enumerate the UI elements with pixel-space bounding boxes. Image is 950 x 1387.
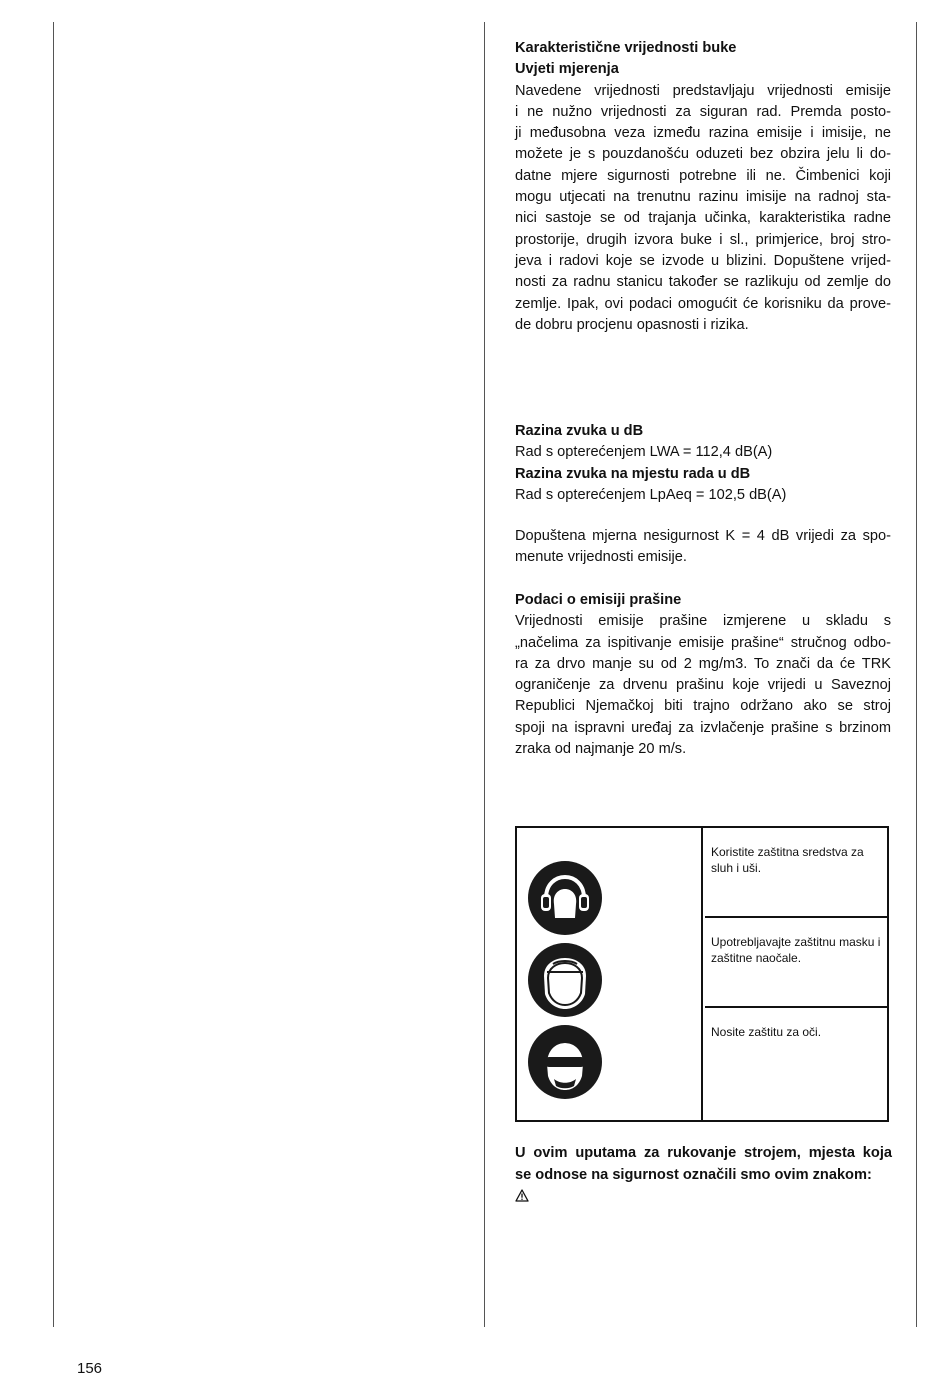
- ppe-row-mask-goggles: [705, 918, 889, 1008]
- noise-line: možete je s pouzdanošću oduzeti bez obzira jelu li do-: [515, 146, 891, 163]
- workplace-sound-value: Rad s opterećenjem LpAeq = 102,5 dB(A): [515, 486, 787, 503]
- noise-heading: Karakteristične vrijednosti buke: [515, 40, 737, 56]
- dust-emission-section: [515, 590, 891, 760]
- noise-line: i ne nužno vrijednosti za siguran rad. Premda posto-: [515, 103, 891, 120]
- ppe-text-eye: Nosite zaštitu za oči.: [711, 1025, 822, 1039]
- ppe-row-eye: [705, 1008, 889, 1098]
- sound-power-heading: Razina zvuka u dB: [515, 423, 644, 439]
- dust-line: spoji na ispravni uređaj za izvlačenje prašine s brzinom: [515, 719, 891, 736]
- tolerance-paragraph: [515, 526, 891, 569]
- ppe-table: [515, 826, 889, 1122]
- dust-heading: Podaci o emisiji prašine: [515, 592, 682, 608]
- ppe-text-mask-goggles: Upotrebljavajte zaštitnu masku i zaštitne naočale.: [711, 935, 881, 965]
- face-shield-icon: [527, 942, 603, 1018]
- ppe-icons-cell: [517, 828, 703, 1120]
- right-column-rule: [916, 22, 917, 1327]
- middle-column-rule: [484, 22, 485, 1327]
- tolerance-section: [515, 526, 891, 569]
- noise-line: Navedene vrijednosti predstavljaju vrijednosti emisije: [515, 82, 891, 99]
- noise-section: [515, 38, 891, 336]
- noise-line: de dobru procjenu opasnosti i rizika.: [515, 316, 749, 333]
- dust-paragraph: [515, 611, 891, 760]
- dust-line: Vrijednosti emisije prašine izmjerene u skladu s: [515, 613, 891, 630]
- ppe-row-hearing: [705, 828, 889, 918]
- noise-line: jeva i radovi koje se izvode u blizini. Dopuštene vrijed-: [515, 252, 891, 269]
- dust-line: ograničenje za drvenu prašinu koje vrijedi u Saveznoj: [515, 677, 891, 694]
- sound-power-value: Rad s opterećenjem LWA = 112,4 dB(A): [515, 444, 773, 461]
- noise-paragraph: [515, 81, 891, 337]
- safety-note-line: se odnose na sigurnost označili smo ovim znakom:: [515, 1167, 872, 1183]
- workplace-sound-heading: Razina zvuka na mjestu rada u dB: [515, 465, 751, 482]
- noise-line: ji međusobna veza između razina emisije i imisije, ne: [515, 125, 891, 142]
- safety-note-line: U ovim uputama za rukovanje strojem, mjesta koja: [515, 1145, 892, 1161]
- noise-line: nosti za radnu stanicu također se razlikuju od zemlje do: [515, 274, 891, 291]
- tolerance-line: Dopuštena mjerna nesigurnost K = 4 dB vrijedi za spo-: [515, 528, 891, 544]
- tolerance-line: menute vrijednosti emisije.: [515, 549, 687, 566]
- dust-line: ra za drvo manje su od 2 mg/m3. To znači da će TRK: [515, 655, 891, 672]
- safety-note: [515, 1142, 892, 1202]
- warning-triangle-icon: [515, 1189, 529, 1202]
- noise-line: zemlje. Ipak, ovi podaci omogućit će korisniku da prove-: [515, 295, 891, 312]
- sound-level-section: [515, 421, 891, 506]
- ppe-text-hearing: Koristite zaštitna sredstva za sluh i uši.: [711, 845, 864, 875]
- noise-line: prostorije, drugih izvora buke i sl., primjerice, broj stro-: [515, 231, 891, 248]
- dust-line: zraka od najmanje 20 m/s.: [515, 741, 687, 758]
- noise-line: mogu utjecati na trenutnu razinu imisije na radnoj sta-: [515, 189, 891, 206]
- dust-line: „načelima za ispitivanje emisije prašine“ stručnog odbo-: [515, 634, 891, 651]
- noise-line: nici sastoje se od trajanja učinka, karakteristika radne: [515, 210, 891, 227]
- page-number: 156: [77, 1360, 103, 1377]
- left-column-rule: [53, 22, 54, 1327]
- ear-protection-icon: [527, 860, 603, 936]
- noise-line: datne mjere sigurnosti potrebne ili ne. Čimbenici koji: [515, 167, 891, 184]
- eye-protection-icon: [527, 1024, 603, 1100]
- dust-line: Republici Njemačkoj biti trajno održano ako se stroj: [515, 698, 891, 715]
- measurement-conditions-heading: Uvjeti mjerenja: [515, 61, 619, 78]
